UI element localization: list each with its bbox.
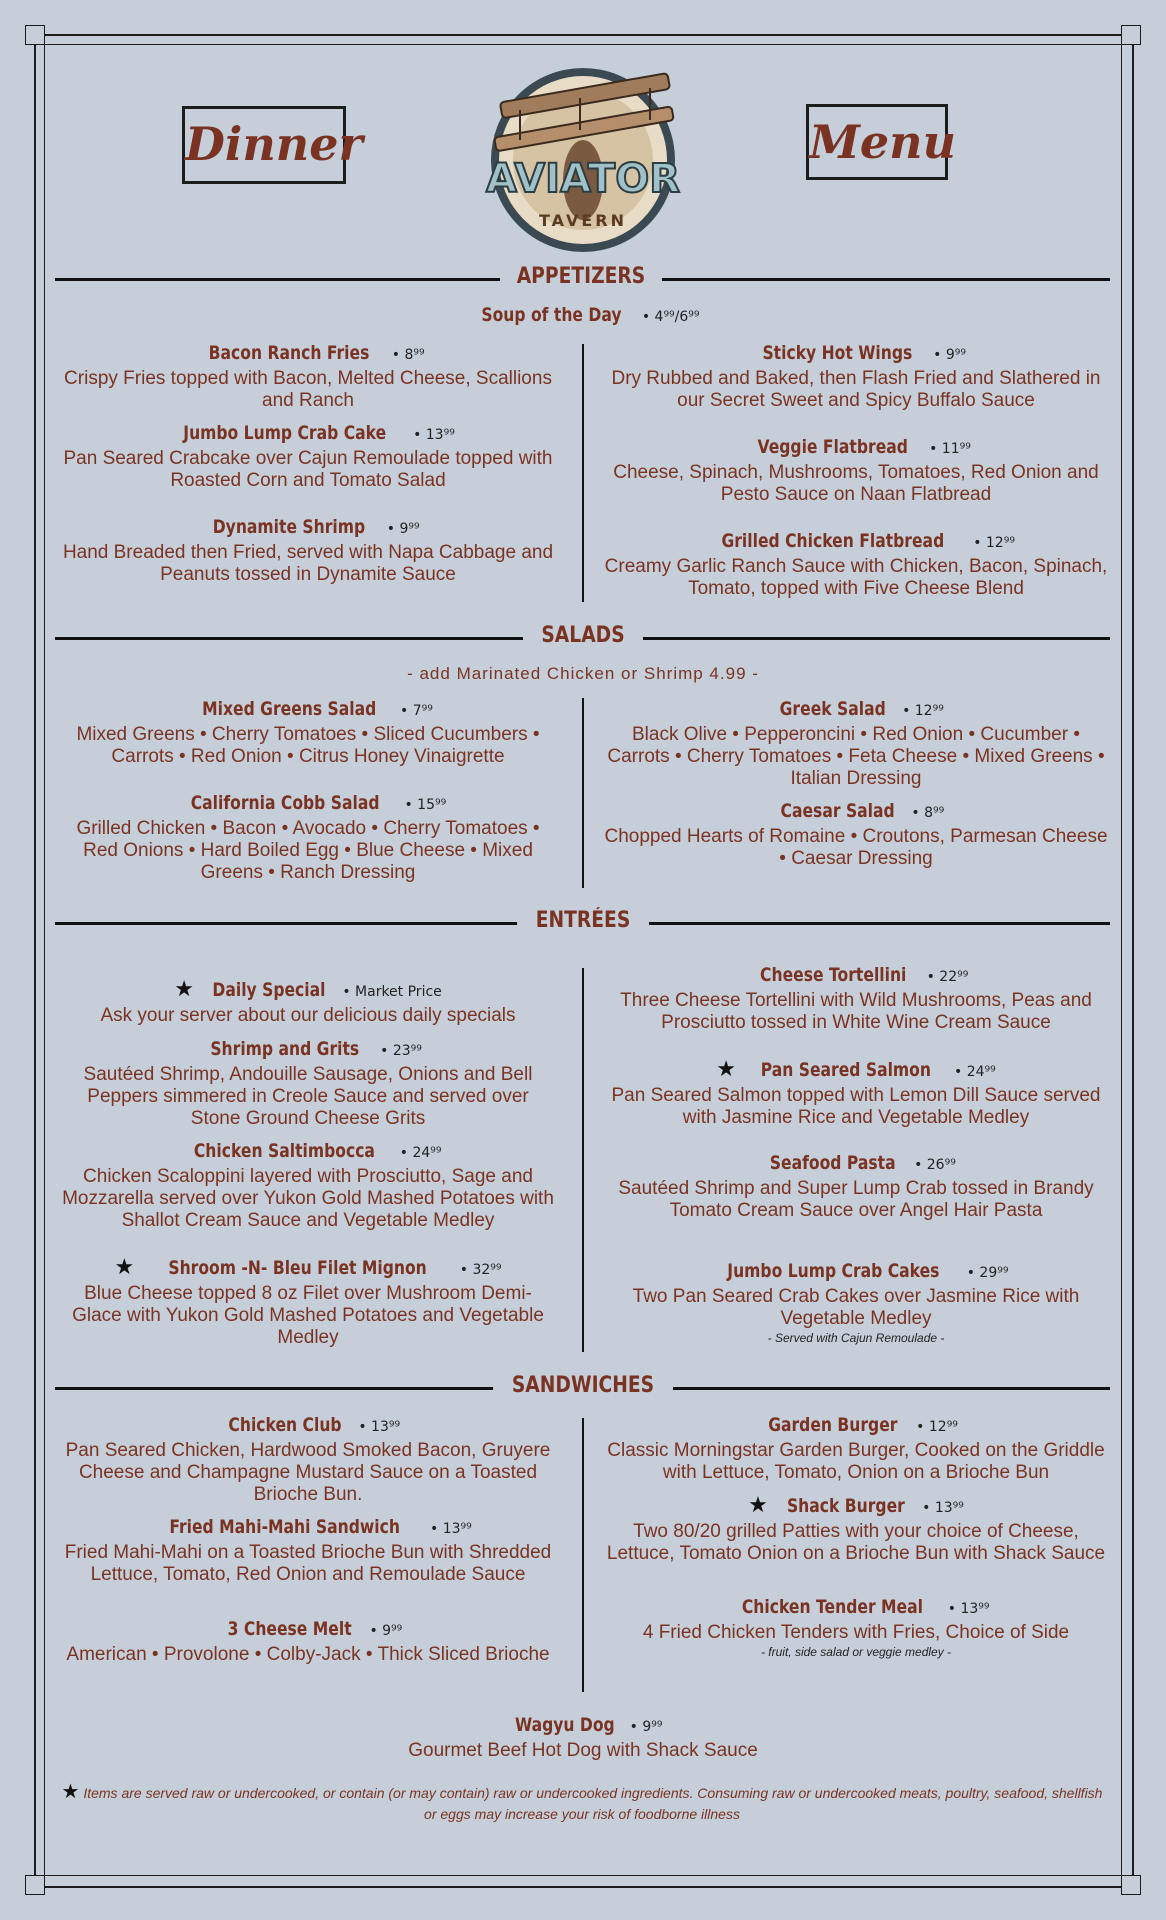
item-description: Chicken Scaloppini layered with Prosciutto, Sage and Mozzarella served over Yukon Gold Mashed Potatoes with Shallot Cream Sauce and Vegetable Medley bbox=[62, 1166, 554, 1231]
item-description: Cheese, Spinach, Mushrooms, Tomatoes, Red Onion and Pesto Sauce on Naan Flatbread bbox=[613, 462, 1099, 505]
menu-item bbox=[60, 1254, 556, 1349]
item-description: Creamy Garlic Ranch Sauce with Chicken, Bacon, Spinach, Tomato, topped with Five Cheese Blend bbox=[604, 556, 1108, 599]
item-description: Crispy Fries topped with Bacon, Melted Cheese, Scallions and Ranch bbox=[64, 368, 552, 411]
item-description: Gourmet Beef Hot Dog with Shack Sauce bbox=[408, 1740, 758, 1761]
star-icon: ★ bbox=[748, 1492, 768, 1517]
column-divider bbox=[582, 344, 584, 602]
item-price: • Market Price bbox=[342, 984, 442, 1000]
item-price: • 7⁹⁹ bbox=[400, 703, 433, 719]
column-divider bbox=[582, 1418, 584, 1692]
item-description: Ask your server about our delicious daily specials bbox=[100, 1005, 516, 1026]
item-price: • 11⁹⁹ bbox=[929, 441, 971, 457]
star-icon: ★ bbox=[114, 1254, 135, 1279]
item-price: • 8⁹⁹ bbox=[391, 347, 425, 363]
item-name: California Cobb Salad bbox=[190, 792, 380, 814]
menu-item bbox=[604, 1492, 1108, 1565]
menu-title: Menu bbox=[806, 104, 948, 180]
item-description: Chopped Hearts of Romaine • Croutons, Parmesan Cheese • Caesar Dressing bbox=[604, 826, 1108, 869]
menu-item bbox=[604, 962, 1108, 1034]
corner-ornament bbox=[1121, 25, 1141, 45]
item-price: • 24⁹⁹ bbox=[399, 1145, 442, 1161]
item-description: Mixed Greens • Cherry Tomatoes • Sliced Cucumbers • Carrots • Red Onion • Citrus Honey Vinaigrette bbox=[76, 724, 540, 767]
item-name: 3 Cheese Melt bbox=[227, 1618, 352, 1640]
item-name: Bacon Ranch Fries bbox=[208, 342, 370, 364]
item-name: Mixed Greens Salad bbox=[202, 698, 377, 720]
item-price: • 9⁹⁹ bbox=[386, 521, 420, 537]
item-name: Chicken Tender Meal bbox=[742, 1596, 924, 1618]
section-rule bbox=[643, 637, 1110, 640]
item-note: - fruit, side salad or veggie medley - bbox=[760, 1645, 952, 1659]
star-icon: ★ bbox=[716, 1056, 736, 1081]
section-rule bbox=[55, 1387, 493, 1390]
section-rule bbox=[649, 922, 1110, 925]
item-price: • 29⁹⁹ bbox=[966, 1265, 1009, 1281]
item-description: Two Pan Seared Crab Cakes over Jasmine Rice with Vegetable Medley bbox=[632, 1286, 1080, 1329]
item-name: Veggie Flatbread bbox=[757, 436, 909, 458]
menu-item bbox=[60, 514, 556, 586]
section-rule bbox=[673, 1387, 1110, 1390]
svg-text:AVIATOR: AVIATOR bbox=[485, 156, 681, 202]
item-price: • 12⁹⁹ bbox=[916, 1419, 958, 1435]
item-price: • 13⁹⁹ bbox=[922, 1500, 964, 1516]
menu-item bbox=[283, 1712, 883, 1762]
item-description: Two 80/20 grilled Patties with your choice of Cheese, Lettuce, Tomato Onion on a Brioche Bun with Shack Sauce bbox=[606, 1521, 1106, 1564]
item-name: Shack Burger bbox=[786, 1495, 905, 1517]
item-description: Black Olive • Pepperoncini • Red Onion • Cucumber • Carrots • Cherry Tomatoes • Feta Cheese • Mixed Greens • Italian Dressing bbox=[607, 724, 1105, 789]
item-name: Greek Salad bbox=[779, 698, 886, 720]
item-name: Jumbo Lump Crab Cakes bbox=[726, 1260, 939, 1282]
section-rule bbox=[55, 637, 523, 640]
item-price: • 8⁹⁹ bbox=[911, 805, 945, 821]
item-price: • 13⁹⁹ bbox=[429, 1521, 472, 1537]
item-price: • 24⁹⁹ bbox=[954, 1064, 996, 1080]
menu-item bbox=[60, 976, 556, 1027]
menu-item bbox=[60, 1138, 556, 1232]
menu-item bbox=[60, 696, 556, 768]
item-name: Shrimp and Grits bbox=[210, 1038, 360, 1060]
corner-ornament bbox=[25, 25, 45, 45]
item-price: • 12⁹⁹ bbox=[973, 535, 1015, 551]
item-name: Daily Special bbox=[212, 979, 326, 1001]
item-price: • 32⁹⁹ bbox=[459, 1262, 502, 1278]
menu-item bbox=[604, 696, 1108, 790]
item-name: Dynamite Shrimp bbox=[213, 516, 366, 538]
salad-addon-note: - add Marinated Chicken or Shrimp 4.99 - bbox=[407, 664, 759, 683]
menu-item bbox=[604, 1150, 1108, 1222]
item-price: • 23⁹⁹ bbox=[380, 1043, 422, 1059]
item-name: Cheese Tortellini bbox=[759, 964, 907, 986]
item-price: • 9⁹⁹ bbox=[933, 347, 967, 363]
item-price: • 4⁹⁹/6⁹⁹ bbox=[641, 309, 700, 325]
menu-item bbox=[60, 1412, 556, 1506]
soup-of-the-day bbox=[383, 302, 783, 330]
item-description: Three Cheese Tortellini with Wild Mushrooms, Peas and Prosciutto tossed in White Wine Cream Sauce bbox=[620, 990, 1092, 1033]
menu-item bbox=[60, 1036, 556, 1130]
item-description: American • Provolone • Colby-Jack • Thick Sliced Brioche bbox=[66, 1644, 550, 1665]
item-description: 4 Fried Chicken Tenders with Fries, Choice of Side bbox=[642, 1622, 1070, 1643]
section-rule bbox=[55, 922, 517, 925]
item-description: Dry Rubbed and Baked, then Flash Fried and Slathered in our Secret Sweet and Spicy Buffalo Sauce bbox=[611, 368, 1101, 411]
star-icon: ★ bbox=[61, 1781, 80, 1803]
section-rule bbox=[55, 278, 500, 281]
salads-heading: SALADS bbox=[541, 623, 625, 648]
appetizers-heading: APPETIZERS bbox=[516, 264, 646, 289]
menu-item bbox=[604, 1056, 1108, 1129]
item-name: Chicken Club bbox=[228, 1414, 342, 1436]
menu-item bbox=[604, 1258, 1108, 1346]
item-price: • 13⁹⁹ bbox=[413, 427, 455, 443]
item-name: Caesar Salad bbox=[780, 800, 895, 822]
item-price: • 9⁹⁹ bbox=[369, 1623, 403, 1639]
item-description: Pan Seared Salmon topped with Lemon Dill Sauce served with Jasmine Rice and Vegetable Medley bbox=[611, 1085, 1101, 1128]
item-price: • 13⁹⁹ bbox=[947, 1601, 990, 1617]
item-name: Shroom -N- Bleu Filet Mignon bbox=[168, 1257, 427, 1279]
item-name: Soup of the Day bbox=[481, 304, 622, 326]
item-price: • 12⁹⁹ bbox=[902, 703, 944, 719]
item-description: Grilled Chicken • Bacon • Avocado • Cherry Tomatoes • Red Onions • Hard Boiled Egg • Blue Cheese • Mixed Greens • Ranch Dressing bbox=[76, 818, 540, 883]
dinner-title: Dinner bbox=[182, 106, 346, 184]
raw-food-disclaimer bbox=[56, 1782, 1108, 1825]
menu-item bbox=[60, 1616, 556, 1666]
menu-item bbox=[604, 528, 1108, 600]
item-price: • 13⁹⁹ bbox=[358, 1419, 401, 1435]
item-name: Jumbo Lump Crab Cake bbox=[183, 422, 387, 444]
item-description: Pan Seared Crabcake over Cajun Remoulade topped with Roasted Corn and Tomato Salad bbox=[63, 448, 553, 491]
item-name: Chicken Saltimbocca bbox=[194, 1140, 376, 1162]
corner-ornament bbox=[25, 1875, 45, 1895]
aviator-tavern-logo bbox=[480, 50, 686, 256]
item-price: • 15⁹⁹ bbox=[404, 797, 447, 813]
item-name: Sticky Hot Wings bbox=[762, 342, 913, 364]
item-name: Grilled Chicken Flatbread bbox=[721, 530, 945, 552]
item-description: Classic Morningstar Garden Burger, Cooked on the Griddle with Lettuce, Tomato, Onion on a Brioche Bun bbox=[607, 1440, 1105, 1483]
disclaimer-text: Items are served raw or undercooked, or contain (or may contain) raw or undercooked ingredients. Consuming raw or undercooked meats, poultry, seafood, shellfish or eggs may increase your risk of foodborne illness bbox=[83, 1785, 1103, 1822]
item-name: Seafood Pasta bbox=[769, 1152, 896, 1174]
menu-item bbox=[604, 340, 1108, 412]
item-description: Sautéed Shrimp, Andouille Sausage, Onions and Bell Peppers simmered in Creole Sauce and served over Stone Ground Cheese Grits bbox=[83, 1064, 533, 1129]
menu-item bbox=[604, 434, 1108, 506]
menu-item bbox=[604, 1594, 1108, 1660]
item-description: Blue Cheese topped 8 oz Filet over Mushroom Demi-Glace with Yukon Gold Mashed Potatoes and Vegetable Medley bbox=[72, 1283, 544, 1348]
column-divider bbox=[582, 968, 584, 1352]
item-name: Fried Mahi-Mahi Sandwich bbox=[169, 1516, 401, 1538]
item-description: Sautéed Shrimp and Super Lump Crab tossed in Brandy Tomato Cream Sauce over Angel Hair Pasta bbox=[618, 1178, 1094, 1221]
item-name: Garden Burger bbox=[768, 1414, 898, 1436]
corner-ornament bbox=[1121, 1875, 1141, 1895]
item-description: Hand Breaded then Fried, served with Napa Cabbage and Peanuts tossed in Dynamite Sauce bbox=[62, 542, 554, 585]
svg-text:TAVERN: TAVERN bbox=[539, 211, 627, 230]
menu-item bbox=[604, 798, 1108, 870]
item-name: Pan Seared Salmon bbox=[760, 1059, 931, 1081]
menu-item bbox=[604, 1412, 1108, 1484]
menu-item bbox=[60, 1514, 556, 1586]
star-icon: ★ bbox=[174, 976, 194, 1001]
menu-item bbox=[60, 340, 556, 412]
item-name: Wagyu Dog bbox=[514, 1714, 615, 1736]
item-price: • 26⁹⁹ bbox=[914, 1157, 956, 1173]
menu-item bbox=[60, 420, 556, 492]
entrees-heading: ENTRÉES bbox=[535, 908, 631, 933]
item-note: - Served with Cajun Remoulade - bbox=[767, 1331, 945, 1345]
item-price: • 9⁹⁹ bbox=[629, 1719, 663, 1735]
sandwiches-heading: SANDWICHES bbox=[511, 1373, 655, 1398]
item-description: Pan Seared Chicken, Hardwood Smoked Bacon, Gruyere Cheese and Champagne Mustard Sauce on a Toasted Brioche Bun. bbox=[65, 1440, 551, 1505]
menu-item bbox=[60, 790, 556, 884]
item-price: • 22⁹⁹ bbox=[926, 969, 969, 985]
item-description: Fried Mahi-Mahi on a Toasted Brioche Bun with Shredded Lettuce, Tomato, Red Onion and Remoulade Sauce bbox=[64, 1542, 552, 1585]
column-divider bbox=[582, 698, 584, 888]
section-rule bbox=[662, 278, 1110, 281]
